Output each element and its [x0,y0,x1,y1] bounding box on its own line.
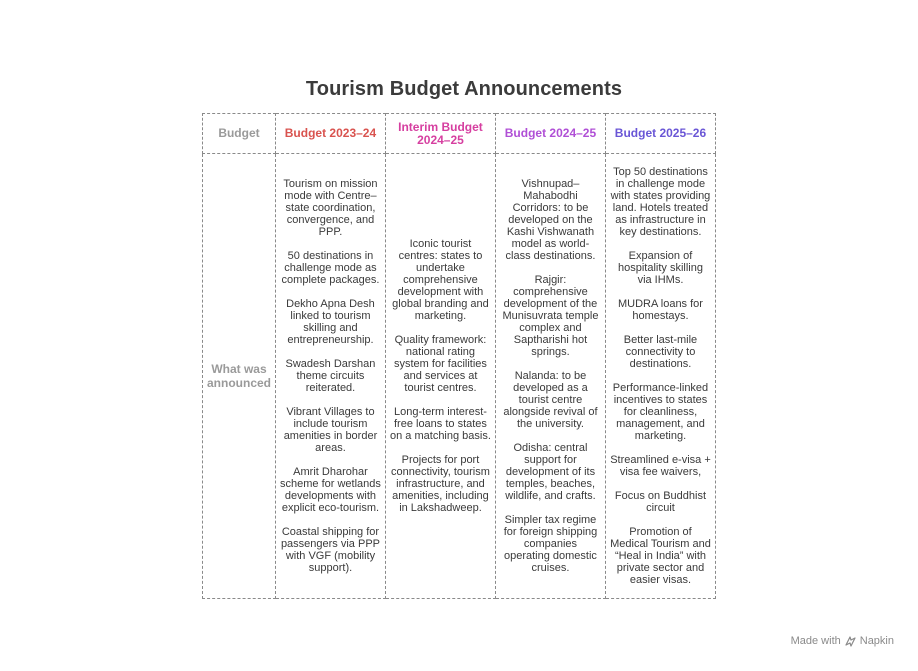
column-header: Budget 2025–26 [605,114,715,154]
column-cell [495,154,605,599]
column-header: Budget 2023–24 [275,114,385,154]
announcement-item: Better last-mile connectivity to destinations. [623,334,698,370]
column-cell [605,154,715,599]
budget-table [202,113,716,599]
announcement-item: Simpler tax regime for foreign shipping companies operating domestic cruises. [503,514,598,574]
announcement-item: Quality framework: national rating system for facilities and services at tourist centres. [394,334,487,394]
announcement-item: Projects for port connectivity, tourism infrastructure, and amenities, including in Lakshadweep. [391,454,490,514]
page-title: Tourism Budget Announcements [305,78,623,100]
announcement-item: Coastal shipping for passengers via PPP with VGF (mobility support). [280,526,380,574]
napkin-logo-icon [845,636,856,647]
footer-credit [791,635,894,647]
announcement-item: Dekho Apna Desh linked to tourism skilling and entrepreneurship. [286,298,375,346]
made-with-label: Made with [790,635,841,647]
announcement-item: Focus on Buddhist circuit [614,490,707,514]
row-label: What was announced [203,154,276,599]
announcement-item: Iconic tourist centres: states to undertake comprehensive development with global branding and marketing. [392,238,489,322]
announcement-item: Performance-linked incentives to states for cleanliness, management, and marketing. [612,382,709,442]
header-row [203,114,716,154]
announcement-item: Top 50 destinations in challenge mode with states providing land. Hotels treated as infrastructure in key destinations. [610,166,711,238]
announcement-item: Streamlined e-visa + visa fee waivers, [610,454,711,478]
announcement-item: Vishnupad–Mahabodhi Corridors: to be developed on the Kashi Vishwanath model as world-class destinations. [505,178,596,262]
column-header: Budget 2024–25 [495,114,605,154]
announcement-item: Rajgir: comprehensive development of the Munisuvrata temple complex and Saptharishi hot springs. [502,274,599,358]
announcement-item: Nalanda: to be developed as a tourist centre alongside revival of the university. [503,370,598,430]
announcement-item: Promotion of Medical Tourism and “Heal in India” with private sector and easier visas. [610,526,711,586]
announcement-item: Odisha: central support for development of its temples, beaches, wildlife, and crafts. [505,442,596,502]
announcement-item: Expansion of hospitality skilling via IHMs. [617,250,703,286]
announcement-item: Long-term interest-free loans to states on a matching basis. [390,406,491,442]
brand-label: Napkin [859,635,894,647]
announcement-item: Tourism on mission mode with Centre–state coordination, convergence, and PPP. [283,178,378,238]
announcement-item: Vibrant Villages to include tourism amenities in border areas. [283,406,378,454]
column-cell [275,154,385,599]
announcement-item: Swadesh Darshan theme circuits reiterated. [285,358,376,394]
announcement-item: MUDRA loans for homestays. [617,298,703,322]
announcement-item: 50 destinations in challenge mode as complete packages. [281,250,380,286]
announcement-row [203,154,716,599]
column-header: Interim Budget 2024–25 [385,114,495,154]
announcement-item: Amrit Dharohar scheme for wetlands developments with explicit eco-tourism. [280,466,381,514]
column-cell [385,154,495,599]
row-header-label: Budget [203,114,276,154]
